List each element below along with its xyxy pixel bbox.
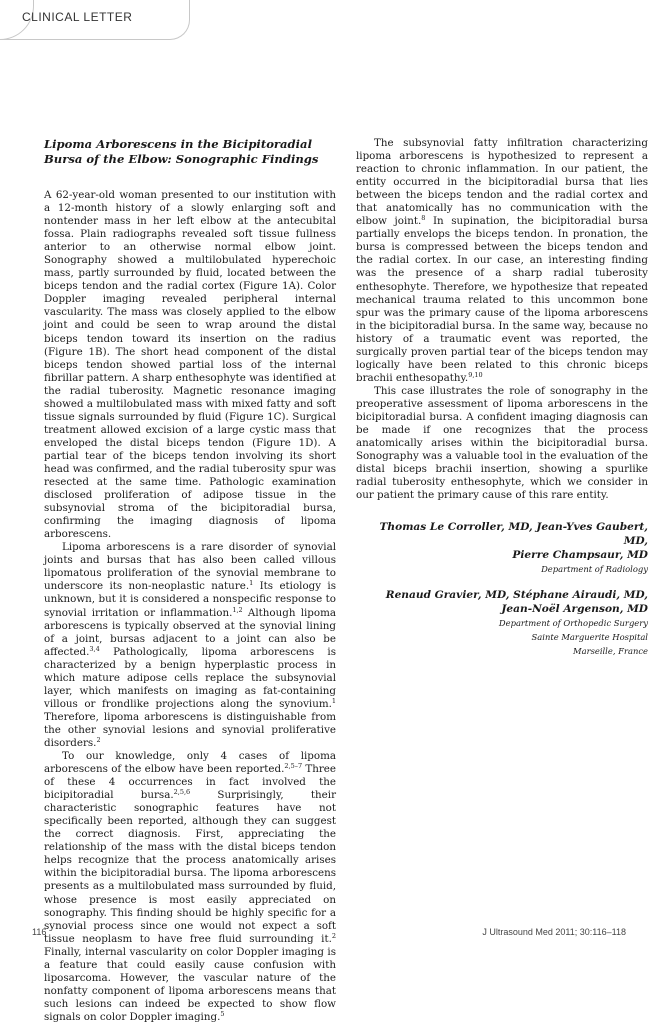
author-line: Pierre Champsaur, MD	[512, 549, 648, 562]
ref: 1	[249, 579, 254, 588]
paragraph-2: Lipoma arborescens is a rare disorder of synovial joints and bursas that has also been called villous lipomatous proliferation of the synovial membrane to underscore its non-neoplastic nature.$^1$ Its etiology is unknown, but it is considered a nonspecific response to synovial irritation or inflammation.$^{1,2}$ Although lipoma arborescens is typically observed at the synovial lining of a joint, bursas adjacent to a joint can also be affected.$^{3,4}$ Pathologically, lipoma arborescens is characterized by a benign hyperplastic process in which mature adipose cells replace the subsynovial layer, which manifests on imaging as fat-containing villous or frondlike projections along the synovium.$^1$ Therefore, lipoma arborescens is distinguishable from the other synovial lesions and synovial proliferative disorders.$^2$	[44, 541, 336, 749]
author-line: Thomas Le Corroller, MD, Jean-Yves Gaubert, MD,	[379, 521, 648, 548]
ref: 5	[220, 1009, 225, 1018]
paragraph-4: The subsynovial fatty infiltration characterizing lipoma arborescens is hypothesized to represent a reaction to chronic inflammation. In our patient, the entity occurred in the bicipitoradial bursa that lies between the biceps tendon and the radial cortex and that anatomically has no communication with the elbow joint.$^8$ In supination, the bicipitoradial bursa partially envelops the biceps tendon. In pronation, the bursa is compressed between the biceps tendon and the radial cortex. In our case, an interesting finding was the presence of a sharp radial tuberosity enthesophyte. Therefore, we hypothesize that repeated mechanical trauma related to this uncommon bone spur was the primary cause of the lipoma arborescens in the bicipitoradial bursa. In the same way, because no history of a traumatic event was reported, the surgically proven partial tear of the biceps tendon may logically have been related to this chronic biceps brachii enthesopathy.$^{9,10}$	[356, 137, 648, 384]
ref: 3,4	[89, 644, 100, 653]
ref: 8	[421, 214, 426, 223]
left-column	[44, 137, 336, 1024]
ref: 2,5,6	[173, 788, 191, 797]
ref: 1,2	[232, 605, 243, 614]
ref: 2	[331, 931, 336, 940]
article-title: Lipoma Arborescens in the Bicipitoradial Bursa of the Elbow: Sonographic Findings	[44, 137, 319, 166]
section-label: CLINICAL LETTER	[22, 10, 133, 24]
page-number: 116	[32, 927, 47, 937]
ref: 9,10	[468, 370, 483, 379]
city: Marseille, France	[573, 646, 648, 657]
author-line: Jean-Noël Argenson, MD	[501, 603, 648, 616]
paragraph-3: To our knowledge, only 4 cases of lipoma arborescens of the elbow have been reported.$^{2,5-7}$ Three of these 4 occurrences in fact involved the bicipitoradial bursa.$^{2,5,6}$ Surprisingly, their characteristic sonographic features have not specifically been reported, although they can suggest the correct diagnosis. First, appreciating the relationship of the mass with the distal biceps tendon helps recognize that the process anatomically arises within the bicipitoradial bursa. The lipoma arborescens presents as a multilobulated mass surrounded by fluid, whose presence is most easily appreciated on sonography. This finding should be highly specific for a synovial process since one would not expect a soft tissue neoplasm to have free fluid surrounding it.$^2$ Finally, internal vascularity on color Doppler imaging is a feature that could easily cause confusion with liposarcoma. However, the vascular nature of the nonfatty component of lipoma arborescens means that such lesions can indeed be expected to show flow signals on color Doppler imaging.$^5$	[44, 750, 336, 1023]
signature-block	[356, 520, 648, 658]
hospital: Sainte Marguerite Hospital	[531, 632, 648, 643]
ref: 2	[96, 735, 101, 744]
author-line: Renaud Gravier, MD, Stéphane Airaudi, MD,	[385, 589, 648, 602]
paragraph-5: This case illustrates the role of sonography in the preoperative assessment of lipoma arborescens in the bicipitoradial bursa. A confident imaging diagnosis can be made if one recognizes that the process anatomically arises within the bicipitoradial bursa. Sonography was a valuable tool in the evaluation of the distal biceps brachii insertion, showing a spurlike radial tuberosity enthesophyte, which we consider in our patient the primary cause of this rare entity.	[356, 384, 648, 502]
department: Department of Orthopedic Surgery	[498, 618, 648, 629]
right-column	[356, 137, 648, 658]
paragraph-1: A 62-year-old woman presented to our institution with a 12-month history of a slowly enlarging soft and nontender mass in her left elbow at the antecubital fossa. Plain radiographs revealed soft tissue fullness anterior to an otherwise normal elbow joint. Sonography showed a multilobulated hyperechoic mass, partly surrounded by fluid, located between the biceps tendon and the radial cortex (Figure 1A). Color Doppler imaging revealed peripheral internal vascularity. The mass was closely applied to the elbow joint and could be seen to wrap around the distal biceps tendon toward its insertion on the radius (Figure 1B). The short head component of the distal biceps tendon showed partial loss of the internal fibrillar pattern. A sharp enthesophyte was identified at the radial tuberosity. Magnetic resonance imaging showed a multilobulated mass with mixed fatty and soft tissue signals surrounded by fluid (Figure 1C). Surgical treatment allowed excision of a large cystic mass that enveloped the distal biceps tendon (Figure 1D). A partial tear of the biceps tendon involving its short head was confirmed, and the radial tuberosity spur was resected at the same time. Pathologic examination disclosed proliferation of adipose tissue in the subsynovial stroma of the bicipitoradial bursa, confirming the imaging diagnosis of lipoma arborescens.	[44, 189, 336, 541]
department: Department of Radiology	[541, 564, 648, 575]
journal-citation: J Ultrasound Med 2011; 30:116–118	[482, 927, 626, 937]
ref: 2,5–7	[284, 762, 303, 771]
ref: 1	[331, 696, 336, 705]
